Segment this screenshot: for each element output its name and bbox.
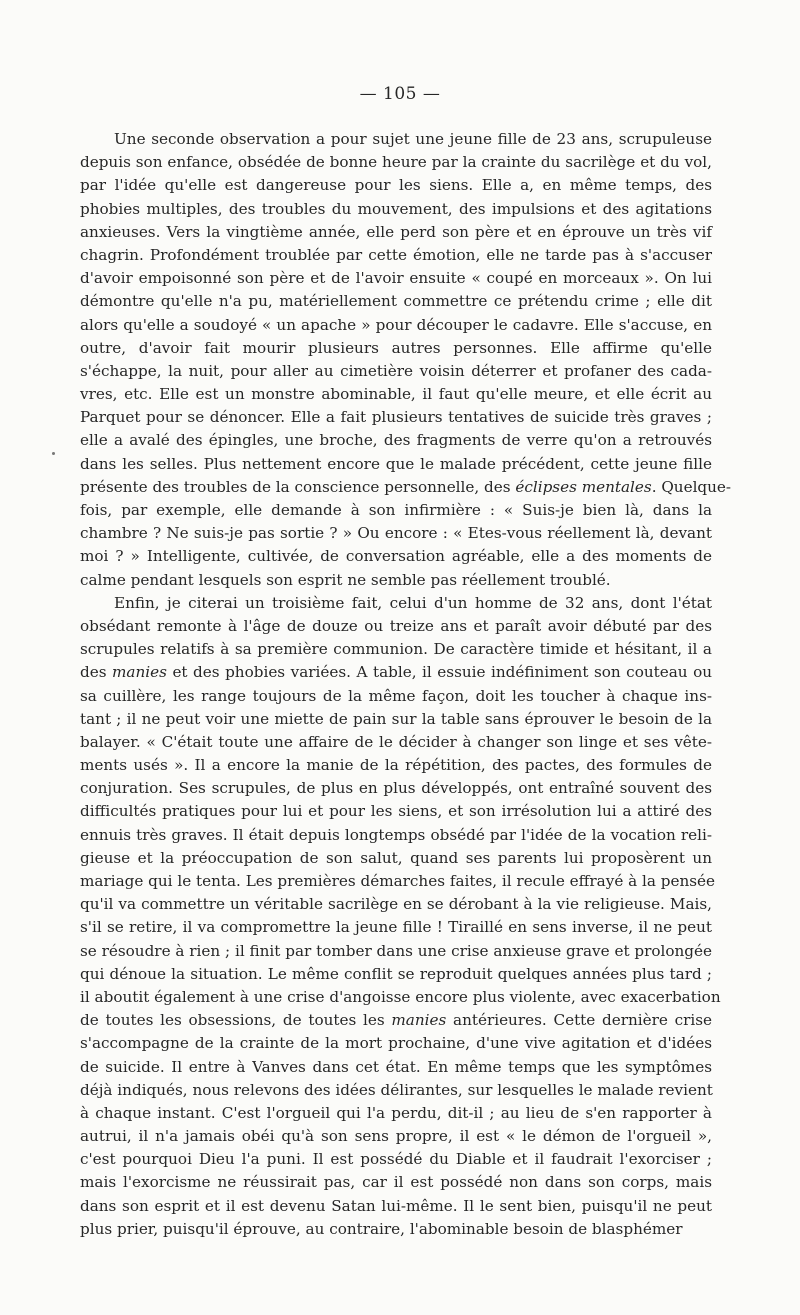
text-line: obsédant remonte à l'âge de douze ou treize ans et paraît avoir débuté par des — [80, 616, 712, 635]
text-line: calme pendant lesquels son esprit ne semble pas réellement troublé. — [80, 570, 611, 589]
text-line: des manies et des phobies variées. A table, il essuie indéfiniment son couteau ou — [80, 663, 712, 682]
text-line: vres, etc. Elle est un monstre abominable, il faut qu'elle meure, et elle écrit au — [80, 385, 712, 404]
text-line: s'échappe, la nuit, pour aller au cimetière voisin déterrer et profaner des cada- — [80, 361, 712, 380]
text-line: scrupules relatifs à sa première communion. De caractère timide et hésitant, il a — [80, 640, 712, 659]
text-line: s'accompagne de la crainte de la mort prochaine, d'une vive agitation et d'idées — [80, 1034, 712, 1053]
page-number: — 105 — — [359, 84, 441, 104]
text-line: démontre qu'elle n'a pu, matériellement commettre ce prétendu crime ; elle dit — [80, 292, 712, 311]
text-line: c'est pourquoi Dieu l'a puni. Il est possédé du Diable et il faudrait l'exorciser ; — [80, 1150, 712, 1169]
text-line: Enfin, je citerai un troisième fait, celui d'un homme de 32 ans, dont l'état — [114, 593, 712, 612]
text-line: autrui, il n'a jamais obéi qu'à son sens propre, il est « le démon de l'orgueil », — [80, 1127, 712, 1146]
text-line: de toutes les obsessions, de toutes les manies antérieures. Cette dernière crise — [80, 1011, 712, 1030]
text-line: ennuis très graves. Il était depuis longtemps obsédé par l'idée de la vocation reli- — [80, 825, 712, 844]
text-line: conjuration. Ses scrupules, de plus en plus développés, ont entraîné souvent des — [80, 779, 712, 798]
text-line: il aboutit également à une crise d'angoisse encore plus violente, avec exacerbation — [80, 987, 721, 1006]
text-line: depuis son enfance, obsédée de bonne heure par la crainte du sacrilège et du vol, — [80, 153, 712, 172]
text-line: anxieuses. Vers la vingtième année, elle perd son père et en éprouve un très vif — [80, 222, 712, 241]
text-line: plus prier, puisqu'il éprouve, au contraire, l'abominable besoin de blasphémer — [80, 1219, 683, 1238]
body-text — [80, 128, 732, 1241]
text-line: déjà indiqués, nous relevons des idées délirantes, sur lesquelles le malade revient — [80, 1080, 713, 1099]
text-line: ments usés ». Il a encore la manie de la répétition, des pactes, des formules de — [80, 756, 712, 775]
text-line: tant ; il ne peut voir une miette de pain sur la table sans éprouver le besoin de la — [80, 709, 712, 728]
text-line: se résoudre à rien ; il finit par tomber dans une crise anxieuse grave et prolongée — [80, 941, 712, 960]
text-line: qu'il va commettre un véritable sacrilège en se dérobant à la vie religieuse. Mais, — [80, 895, 712, 914]
text-line: à chaque instant. C'est l'orgueil qui l'a perdu, dit-il ; au lieu de s'en rapporter à — [80, 1103, 712, 1122]
text-line: elle a avalé des épingles, une broche, des fragments de verre qu'on a retrouvés — [80, 431, 712, 450]
text-line: mais l'exorcisme ne réussirait pas, car il est possédé non dans son corps, mais — [80, 1173, 712, 1192]
text-line: phobies multiples, des troubles du mouvement, des impulsions et des agitations — [80, 199, 712, 218]
text-line: Une seconde observation a pour sujet une jeune fille de 23 ans, scrupuleuse — [114, 130, 712, 148]
text-line: moi ? » Intelligente, cultivée, de conversation agréable, elle a des moments de — [80, 547, 712, 566]
text-line: d'avoir empoisonné son père et de l'avoir ensuite « coupé en morceaux ». On lui — [80, 269, 712, 288]
text-line: fois, par exemple, elle demande à son infirmière : « Suis-je bien là, dans la — [80, 501, 712, 519]
margin-speck — [52, 452, 55, 455]
text-line: Parquet pour se dénoncer. Elle a fait plusieurs tentatives de suicide très graves ; — [80, 408, 712, 427]
text-line: chambre ? Ne suis-je pas sortie ? » Ou encore : « Etes-vous réellement là, devant — [80, 524, 712, 543]
text-line: présente des troubles de la conscience personnelle, des éclipses mentales. Quelque- — [80, 477, 732, 496]
text-line: dans les selles. Plus nettement encore que le malade précédent, cette jeune fille — [80, 454, 712, 473]
text-line: outre, d'avoir fait mourir plusieurs autres personnes. Elle affirme qu'elle — [80, 338, 712, 357]
text-line: mariage qui le tenta. Les premières démarches faites, il recule effrayé à la pensée — [80, 872, 716, 890]
text-line: difficultés pratiques pour lui et pour les siens, et son irrésolution lui a attiré des — [80, 802, 712, 821]
text-line: gieuse et la préoccupation de son salut, quand ses parents lui proposèrent un — [80, 848, 712, 867]
text-line: qui dénoue la situation. Le même conflit se reproduit quelques années plus tard ; — [80, 964, 712, 983]
text-line: dans son esprit et il est devenu Satan lui-même. Il le sent bien, puisqu'il ne peut — [80, 1196, 712, 1215]
text-line: alors qu'elle a soudoyé « un apache » pour découper le cadavre. Elle s'accuse, en — [80, 315, 712, 334]
text-line: sa cuillère, les range toujours de la même façon, doit les toucher à chaque ins- — [80, 686, 712, 705]
text-line: chagrin. Profondément troublée par cette émotion, elle ne tarde pas à s'accuser — [80, 245, 712, 264]
text-line: de suicide. Il entre à Vanves dans cet état. En même temps que les symptômes — [80, 1057, 712, 1076]
text-line: par l'idée qu'elle est dangereuse pour les siens. Elle a, en même temps, des — [80, 176, 712, 195]
text-line: s'il se retire, il va compromettre la jeune fille ! Tiraillé en sens inverse, il ne peut — [80, 918, 712, 937]
text-line: balayer. « C'était toute une affaire de le décider à changer son linge et ses vête- — [80, 732, 712, 751]
